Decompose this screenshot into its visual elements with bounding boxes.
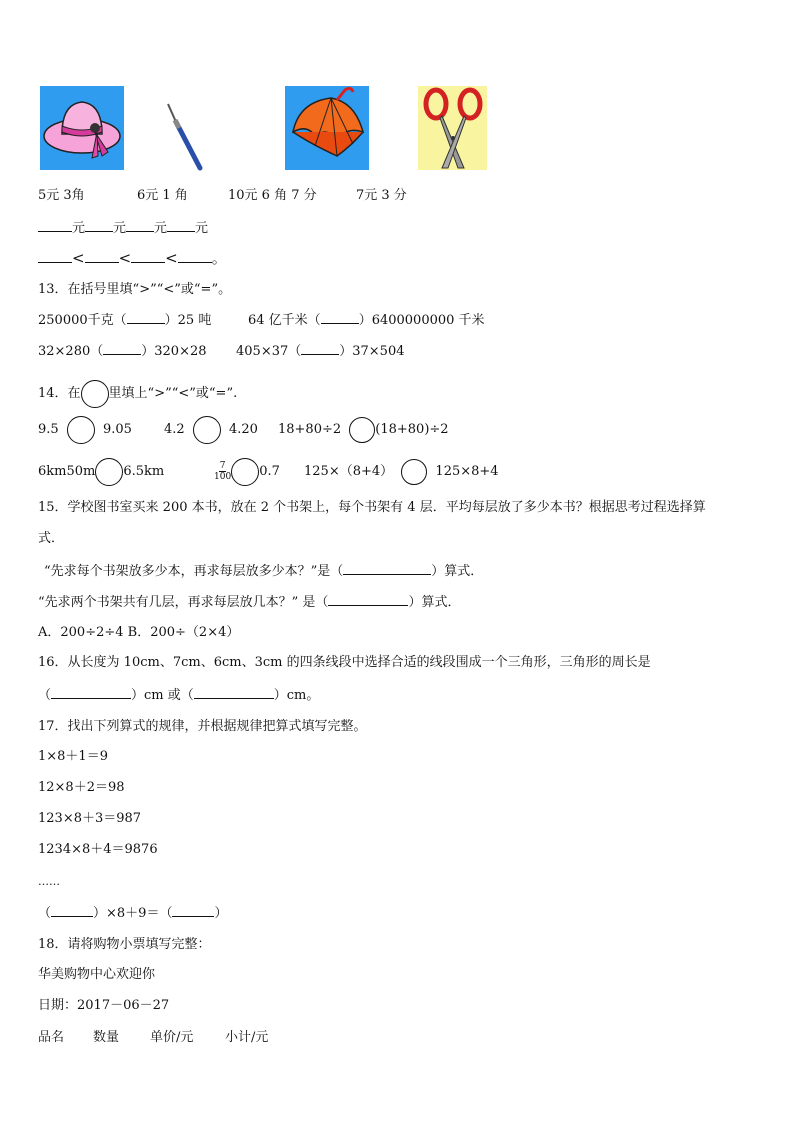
yuan-unit: 元	[154, 221, 168, 236]
pen-icon	[160, 100, 210, 172]
q17-line: 1234×8＋4＝9876	[38, 842, 158, 857]
scissors-price: 7元 3 分	[356, 188, 407, 203]
answer-blank[interactable]	[178, 250, 212, 263]
answer-blank[interactable]	[51, 904, 93, 917]
umbrella-icon	[285, 86, 369, 170]
q14-item-c: 18+80÷2 (18+80)÷2	[278, 415, 449, 445]
lt-sign: <	[72, 249, 85, 267]
yuan-unit: 元	[72, 221, 86, 236]
q14-item-b: 4.2 4.20	[164, 415, 258, 445]
q16-line2: （ ）cm 或（ ）cm。	[38, 688, 320, 703]
answer-blank[interactable]	[85, 250, 119, 263]
pen-price: 6元 1 角	[137, 188, 188, 203]
q14-item-a: 9.5 9.05	[38, 415, 132, 445]
answer-blank[interactable]	[328, 593, 408, 606]
q17-line: 12×8＋2＝98	[38, 780, 125, 795]
answer-circle[interactable]	[95, 458, 123, 486]
answer-circle[interactable]	[193, 416, 221, 444]
yuan-unit: 元	[195, 221, 209, 236]
q17-line: 1×8＋1＝9	[38, 749, 108, 764]
fraction: $\frac{7}{100}$	[214, 461, 232, 482]
q15-sub2: “先求两个书架共有几层，再求每层放几本？” 是（ ）算式．	[38, 595, 461, 610]
scissors-image	[418, 86, 487, 170]
q16-line1: 16．从长度为 10cm、7cm、6cm、3cm 的四条线段中选择合适的线段围成一个三角形，三角形的周长是	[38, 655, 651, 670]
umbrella-image	[285, 86, 369, 170]
answer-blank[interactable]	[172, 904, 214, 917]
answer-circle[interactable]	[349, 417, 375, 443]
q13-title: 13．在括号里填“>”“<”或“=”。	[38, 282, 232, 297]
answer-blank[interactable]	[103, 342, 141, 355]
receipt-header-subtotal: 小计/元	[225, 1030, 269, 1045]
q14-item-d: 6km50m 6.5km	[38, 457, 164, 487]
q17-line: 123×8＋3＝987	[38, 811, 142, 826]
receipt-date: 日期：2017－06－27	[38, 998, 170, 1013]
ordering-row: < < < 。	[38, 249, 227, 267]
q17-title: 17．找出下列算式的规律，并根据规律把算式填写完整。	[38, 719, 367, 734]
scissors-icon	[418, 86, 487, 170]
q14-title: 14．在 里填上“>”“<”或“=”.	[38, 379, 237, 409]
umbrella-price: 10元 6 角 7 分	[228, 188, 317, 203]
lt-sign: <	[165, 249, 178, 267]
hat-icon	[40, 86, 124, 170]
yuan-unit: 元	[113, 221, 127, 236]
answer-circle[interactable]	[81, 380, 109, 408]
answer-blank[interactable]	[85, 219, 113, 232]
yuan-blanks-row	[38, 219, 208, 238]
q17-last: （ ）×8＋9＝（ ）	[38, 906, 228, 921]
q13-item-b: 64 亿千米（ ）6400000000 千米	[248, 313, 485, 328]
q15-sub1: “先求每个书架放多少本，再求每层放多少本？”是（ ）算式．	[44, 564, 484, 579]
answer-blank[interactable]	[38, 219, 72, 232]
q17-ellipsis: ……	[38, 875, 60, 888]
answer-blank[interactable]	[126, 219, 154, 232]
answer-blank[interactable]	[301, 342, 339, 355]
q13-item-d: 405×37（ ）37×504	[236, 344, 405, 359]
receipt-header-price: 单价/元	[150, 1030, 194, 1045]
q14-item-e: $\frac{7}{100}$ 0.7	[214, 457, 280, 487]
answer-circle[interactable]	[67, 416, 95, 444]
receipt-store: 华美购物中心欢迎你	[38, 967, 156, 982]
q15-line1: 15．学校图书室买来 200 本书，放在 2 个书架上，每个书架有 4 层．平均每层放了多少本书？根据思考过程选择算	[38, 500, 706, 515]
answer-blank[interactable]	[343, 562, 431, 575]
answer-blank[interactable]	[38, 250, 72, 263]
q13-item-c: 32×280（ ）320×28	[38, 344, 207, 359]
q14-item-f: 125×（8+4） 125×8+4	[304, 457, 499, 487]
answer-blank[interactable]	[167, 219, 195, 232]
q18-title: 18．请将购物小票填写完整：	[38, 937, 211, 952]
answer-blank[interactable]	[321, 311, 359, 324]
q13-item-a: 250000千克（ ）25 吨	[38, 313, 212, 328]
answer-circle[interactable]	[231, 458, 259, 486]
answer-blank[interactable]	[51, 686, 131, 699]
lt-sign: <	[118, 249, 132, 267]
receipt-header-qty: 数量	[93, 1030, 120, 1045]
q15-options: A．200÷2÷4 B．200÷（2×4）	[38, 625, 240, 640]
answer-blank[interactable]	[127, 311, 165, 324]
hat-price: 5元 3角	[38, 188, 85, 203]
pen-image	[160, 100, 210, 172]
hat-image	[40, 86, 124, 170]
answer-blank[interactable]	[194, 686, 274, 699]
answer-blank[interactable]	[131, 250, 165, 263]
receipt-header-name: 品名	[38, 1030, 65, 1045]
q15-line2: 式．	[38, 531, 65, 546]
answer-circle[interactable]	[401, 459, 427, 485]
